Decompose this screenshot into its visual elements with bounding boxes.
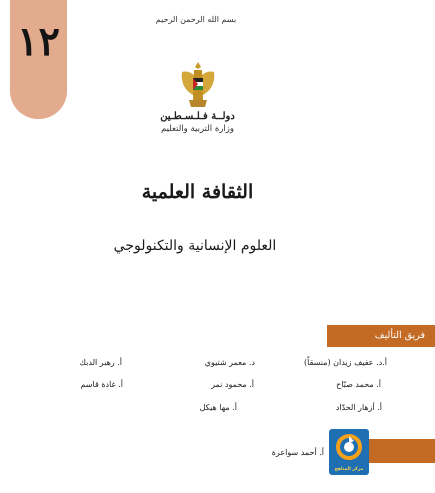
author-name: أ. رهبر الدبك bbox=[79, 358, 122, 367]
grade-number: ١٢ bbox=[17, 18, 60, 65]
author-name: د. معمر شتيوي bbox=[204, 358, 255, 367]
authors-header-label: فريق التأليف bbox=[374, 330, 425, 341]
author-name: أ. غادة قاسم bbox=[80, 380, 123, 389]
basmala: بسم الله الرحمن الرحيم bbox=[155, 15, 237, 24]
curriculum-center-logo bbox=[329, 429, 369, 475]
book-title: الثقافة العلمية bbox=[141, 181, 254, 203]
authors-header-bar bbox=[327, 325, 435, 347]
grade-tab bbox=[10, 0, 67, 119]
author-name: أ. محمود نمر bbox=[211, 380, 254, 389]
signer-name: أ. أحمد سواعرة bbox=[271, 448, 324, 457]
curriculum-logo-icon bbox=[335, 433, 363, 463]
footer-bar bbox=[369, 439, 435, 463]
eagle-emblem-icon bbox=[179, 60, 217, 110]
author-name: أ. مها هيكل bbox=[199, 403, 237, 412]
author-name: أ.د. عفيف زيدان (منسقاً) bbox=[304, 358, 387, 367]
author-name: أ. أزهار الحدّاد bbox=[335, 403, 382, 412]
ministry-name: وزارة التربية والتعليم bbox=[161, 124, 234, 134]
logo-caption: مركز المناهج bbox=[334, 467, 364, 472]
author-name: أ. محمد صبّاح bbox=[336, 380, 381, 389]
state-name: دولــة فـلـسـطـين bbox=[160, 111, 235, 122]
book-subtitle: العلوم الإنسانية والتكنولوجي bbox=[113, 238, 277, 254]
